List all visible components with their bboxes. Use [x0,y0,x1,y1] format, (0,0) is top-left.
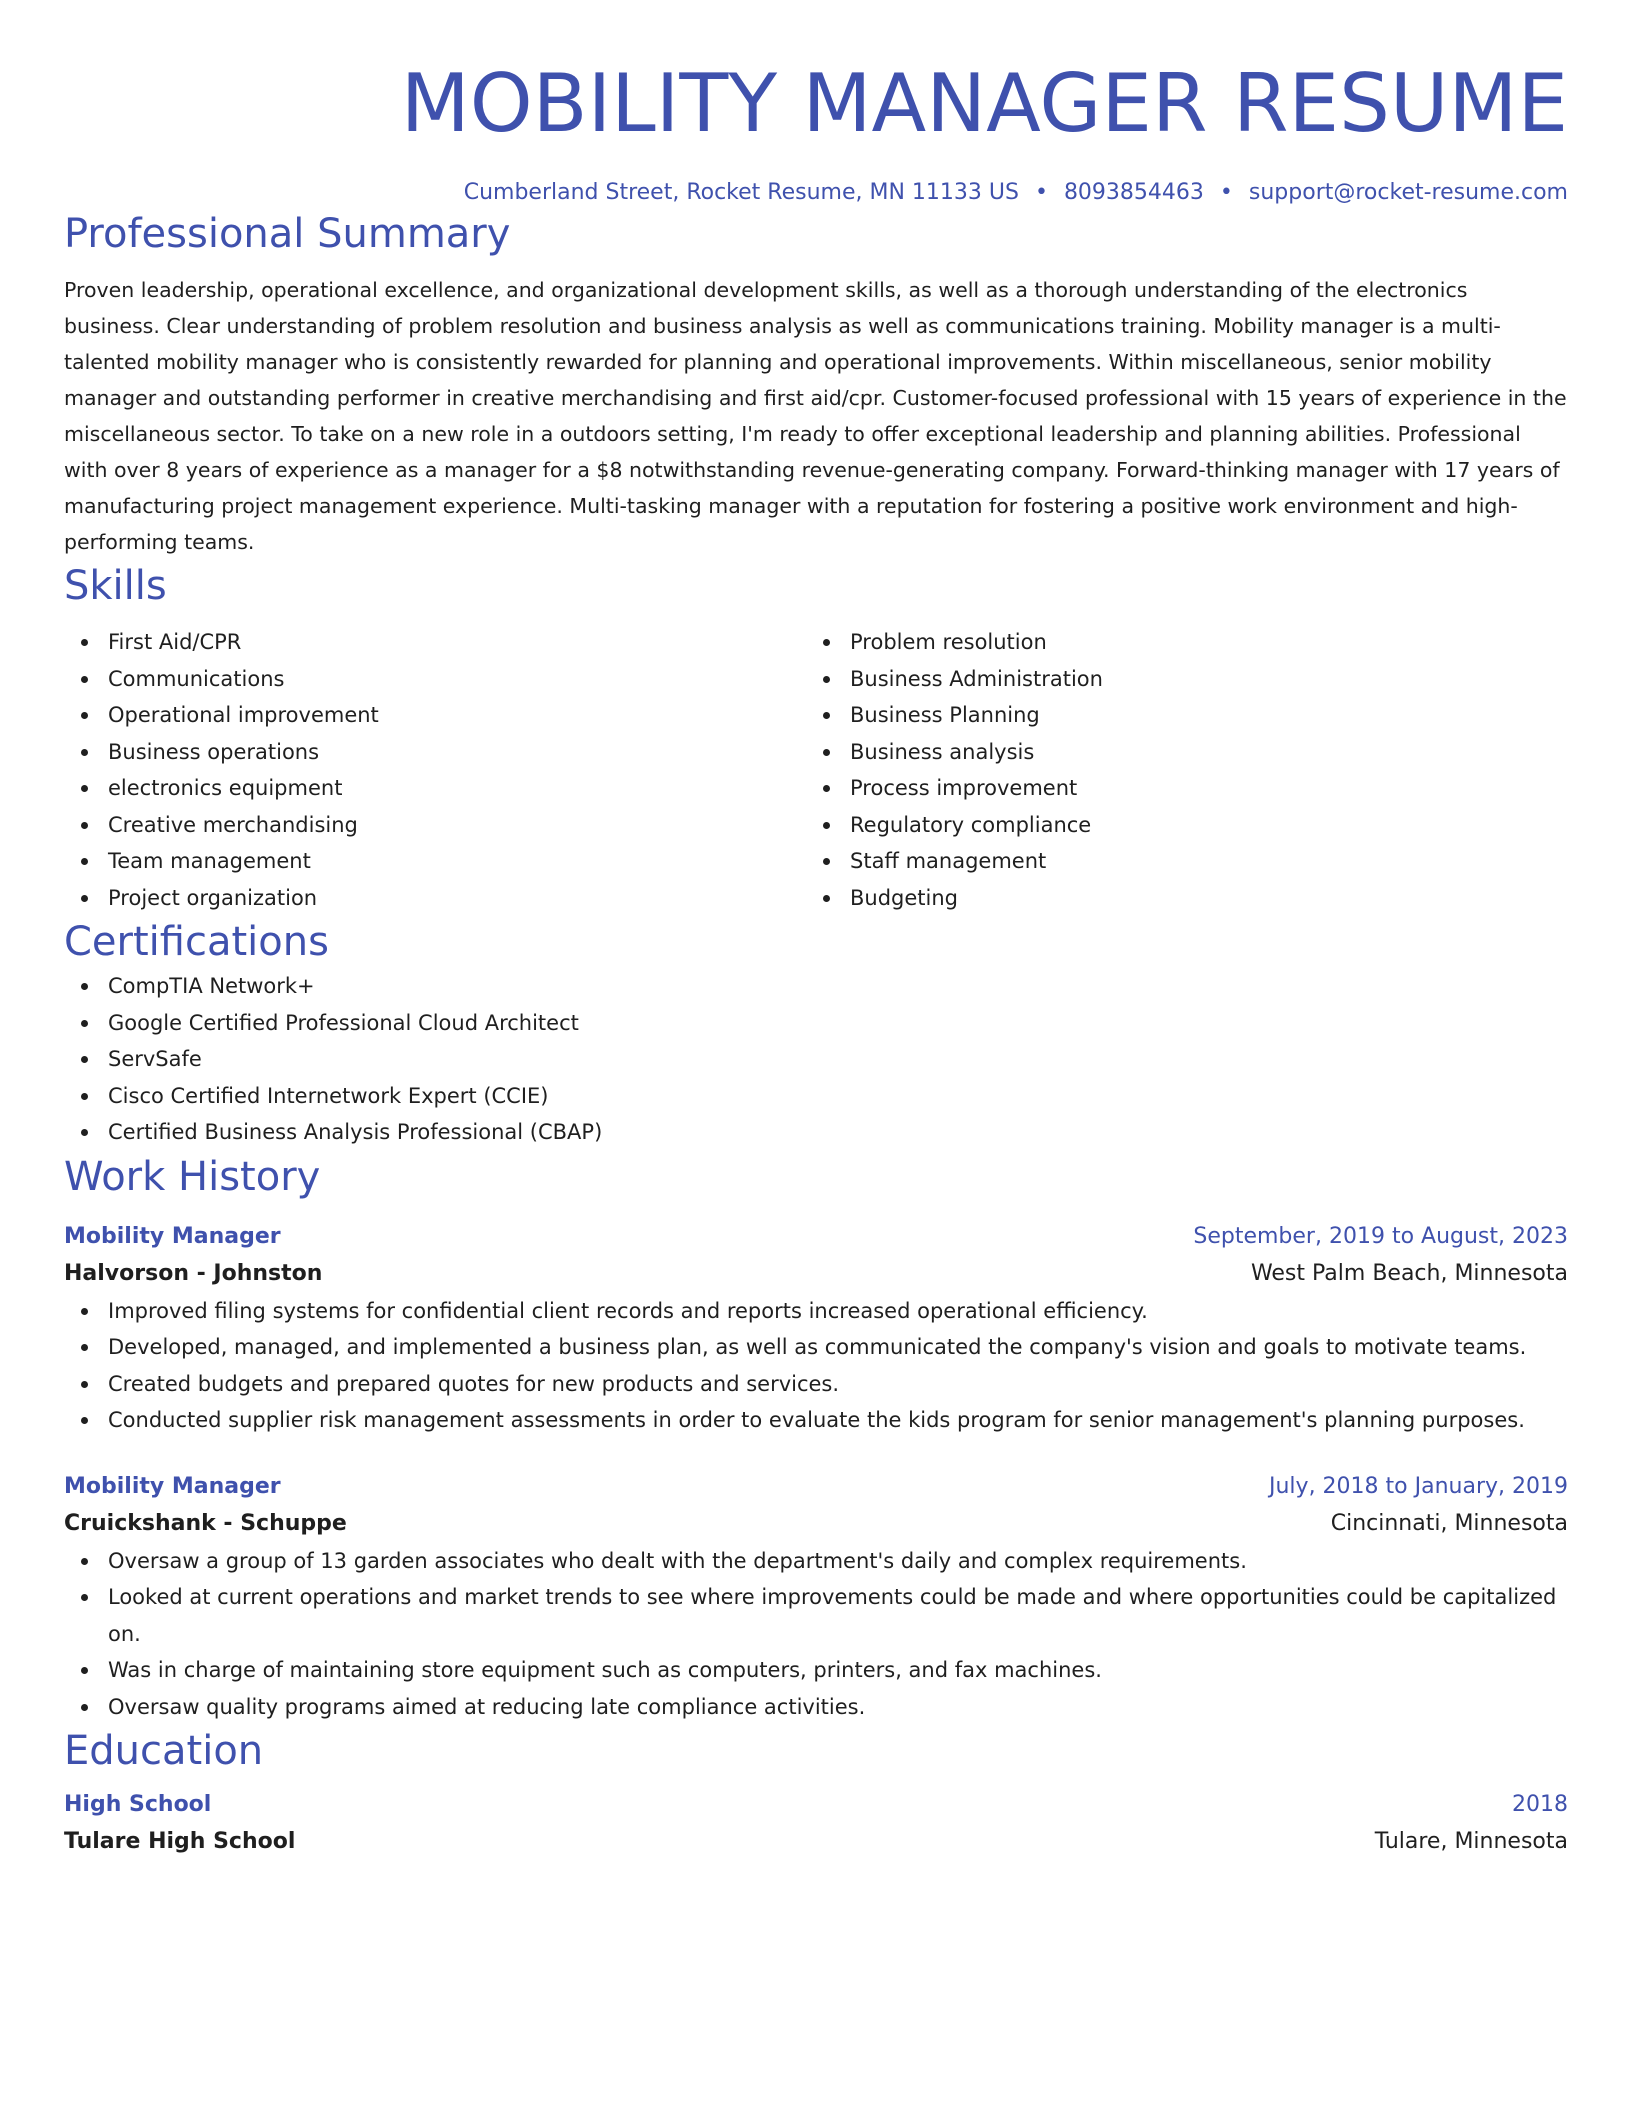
job-company-row [64,1505,1568,1543]
certification-item: ServSafe [64,1041,1568,1078]
education-header-row [64,1787,1568,1823]
skill-item: Staff management [806,843,1548,880]
summary-heading: Professional Summary [64,211,511,257]
skill-item: Operational improvement [64,697,806,734]
job-company: Cruickshank - Schuppe [64,1510,347,1536]
education-heading: Education [64,1728,264,1774]
contact-separator: • [1219,180,1233,205]
job-company-row [64,1255,1568,1293]
resume-page [64,0,1568,1861]
job-location: West Palm Beach, Minnesota [1250,1260,1568,1286]
job-bullet: Improved filing systems for confidential client records and reports increased operational efficiency. [64,1293,1568,1330]
education-school-row [64,1823,1568,1861]
skill-item: Business analysis [806,734,1548,771]
education-entry [64,1787,1568,1861]
skill-item: electronics equipment [64,770,806,807]
job-bullets [64,1293,1568,1439]
skill-item: Business Planning [806,697,1548,734]
certification-item: Google Certified Professional Cloud Architect [64,1005,1568,1042]
job-bullet: Conducted supplier risk management assessments in order to evaluate the kids program for senior management's planning purposes. [64,1402,1568,1439]
job-bullets [64,1543,1568,1726]
job-entry [64,1469,1568,1726]
skills-list-left [64,624,806,916]
skill-item: Creative merchandising [64,807,806,844]
contact-separator: • [1034,180,1048,205]
skill-item: Regulatory compliance [806,807,1548,844]
job-company: Halvorson - Johnston [64,1260,323,1286]
skills-heading: Skills [64,563,167,609]
job-bullet: Looked at current operations and market trends to see where improvements could be made and where opportunities could be capitalized on. [64,1579,1568,1652]
skills-column-right [806,624,1548,916]
skill-item: Project organization [64,880,806,917]
skills-grid [64,624,1568,916]
skills-column-left [64,624,806,916]
job-bullet: Oversaw a group of 13 garden associates who dealt with the department's daily and complex requirements. [64,1543,1568,1580]
education-location: Tulare, Minnesota [1374,1829,1568,1854]
certification-item: Certified Business Analysis Professional (CBAP) [64,1114,1568,1151]
certification-item: CompTIA Network+ [64,968,1568,1005]
skill-item: Process improvement [806,770,1548,807]
skills-list-right [806,624,1548,916]
skill-item: Communications [64,661,806,698]
contact-phone: 8093854463 [1063,180,1204,205]
skill-item: Business Administration [806,661,1548,698]
contact-email: support@rocket-resume.com [1248,180,1568,205]
skill-item: Problem resolution [806,624,1548,661]
skill-item: Team management [64,843,806,880]
skill-item: Budgeting [806,880,1548,917]
education-school: Tulare High School [64,1829,296,1854]
skill-item: First Aid/CPR [64,624,806,661]
resume-title: MOBILITY MANAGER RESUME [400,57,1568,150]
job-location: Cincinnati, Minnesota [1330,1510,1568,1536]
job-dates: September, 2019 to August, 2023 [1193,1223,1568,1249]
job-header-row [64,1469,1568,1505]
job-title: Mobility Manager [64,1223,281,1249]
job-bullet: Oversaw quality programs aimed at reducing late compliance activities. [64,1689,1568,1726]
education-degree: High School [64,1792,212,1817]
education-year: 2018 [1512,1792,1568,1817]
job-title: Mobility Manager [64,1473,281,1499]
certifications-list [64,968,1568,1151]
certification-item: Cisco Certified Internetwork Expert (CCIE) [64,1078,1568,1115]
job-bullet: Was in charge of maintaining store equipment such as computers, printers, and fax machines. [64,1652,1568,1689]
job-entry [64,1219,1568,1439]
certifications-heading: Certifications [64,919,329,965]
summary-text: Proven leadership, operational excellence, and organizational development skills, as well as a thorough understanding of the electronics business. Clear understanding of problem resolution and business analysis as well as communications training. Mobility manager is a multi-talented mobility manager who is consistently rewarded for planning and operational improvements. Within miscellaneous, senior mobility manager and outstanding performer in creative merchandising and first aid/cpr. Customer-focused professional with 15 years of experience in the miscellaneous sector. To take on a new role in a outdoors setting, I'm ready to offer exceptional leadership and planning abilities. Professional with over 8 years of experience as a manager for a $8 notwithstanding revenue-generating company. Forward-thinking manager with 17 years of manufacturing project management experience. Multi-tasking manager with a reputation for fostering a positive work environment and high-performing teams. [64,278,1567,554]
job-header-row [64,1219,1568,1255]
skill-item: Business operations [64,734,806,771]
work-history-heading: Work History [64,1153,321,1200]
contact-address: Cumberland Street, Rocket Resume, MN 11133 US [463,180,1019,205]
job-bullet: Created budgets and prepared quotes for new products and services. [64,1366,1568,1403]
contact-line [64,178,1568,208]
job-dates: July, 2018 to January, 2019 [1269,1473,1568,1499]
job-bullet: Developed, managed, and implemented a business plan, as well as communicated the company's vision and goals to motivate teams. [64,1329,1568,1366]
